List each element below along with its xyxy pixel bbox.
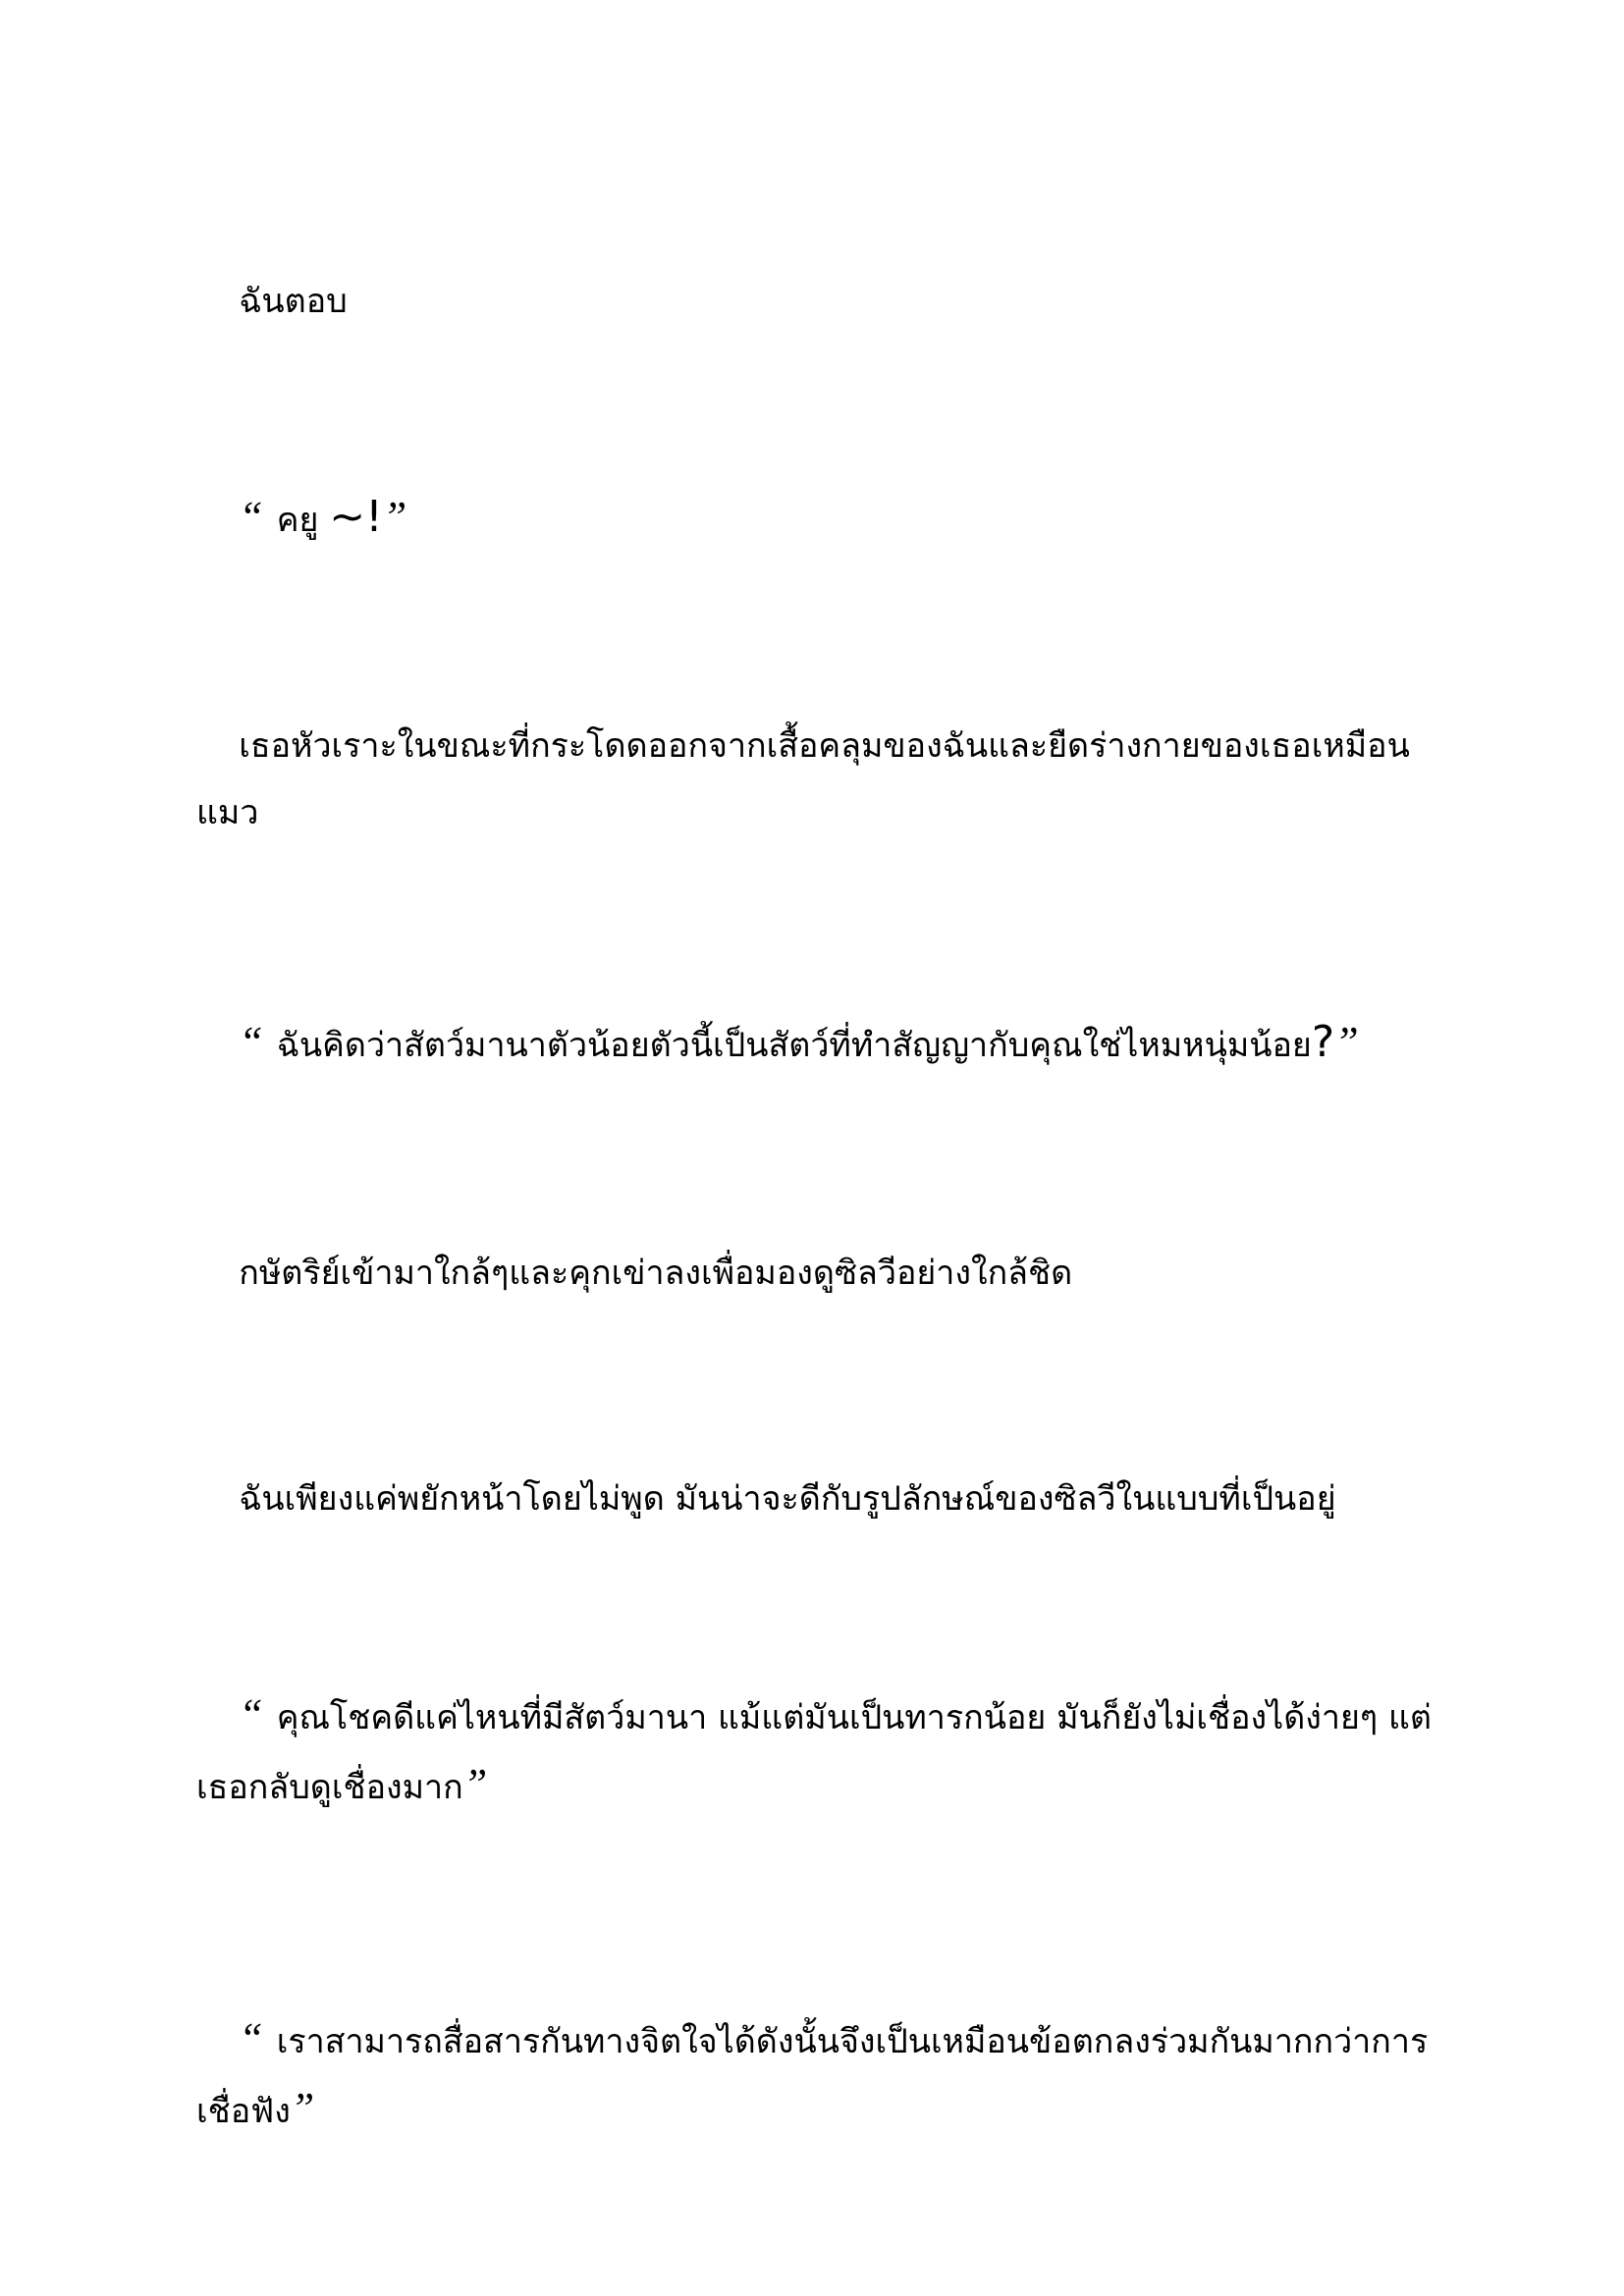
emphasis-text: ~! <box>329 492 383 542</box>
paragraph-text: เราสามารถสื่อสารกันทางจิตใจได้ดังนั้นจึงเป็นเหมือนข้อตกลงร่วมกันมากกว่าการเชื่อฟัง <box>196 2022 1429 2131</box>
open-quote: “ <box>239 1690 263 1738</box>
dialogue-paragraph-1 <box>196 417 1463 620</box>
open-quote: “ <box>239 1018 263 1066</box>
close-quote: ” <box>1334 1018 1359 1066</box>
close-quote: ” <box>382 493 407 541</box>
dialogue-paragraph-2 <box>196 942 1463 1146</box>
paragraph-text: ฉันคิดว่าสัตว์มานาตัวน้อยตัวนี้เป็นสัตว์ที่ทำสัญญากับคุณใช่ไหมหนุ่มน้อย <box>276 1026 1312 1065</box>
paragraph-text: ฉันตอบ <box>239 282 348 321</box>
narration-paragraph-4 <box>196 1399 1463 1599</box>
paragraph-text: กษัตริย์เข้ามาใกล้ๆและคุกเข่าลงเพื่อมองดูซิลวีอย่างใกล้ชิด <box>239 1254 1073 1293</box>
dialogue-paragraph-3 <box>196 1615 1463 1888</box>
open-quote: “ <box>239 493 263 541</box>
paragraph-text: เธอหัวเราะในขณะที่กระโดดออกจากเสื้อคลุมของฉันและยืดร่างกายของเธอเหมือนแมว <box>196 726 1410 832</box>
close-quote: ” <box>290 2084 315 2132</box>
dialogue-paragraph-4 <box>196 1939 1463 2212</box>
emphasis-text: ? <box>1311 1017 1335 1067</box>
narration-paragraph-2 <box>196 646 1463 913</box>
narration-paragraph-1 <box>196 201 1463 401</box>
narration-paragraph-3 <box>196 1173 1463 1373</box>
open-quote: “ <box>239 2014 263 2062</box>
close-quote: ” <box>462 1760 488 1808</box>
paragraph-text: คยู <box>276 501 330 540</box>
paragraph-text: คุณโชคดีแค่ไหนที่มีสัตว์มานา แม้แต่มันเป็นทารกน้อย มันก็ยังไม่เชื่องได้ง่ายๆ แต่เธอกลับดูเชื่องมาก <box>196 1698 1432 1807</box>
paragraph-text: ฉันเพียงแค่พยักหน้าโดยไม่พูด มันน่าจะดีกับรูปลักษณ์ของซิลวีในแบบที่เป็นอยู่ <box>239 1479 1336 1519</box>
